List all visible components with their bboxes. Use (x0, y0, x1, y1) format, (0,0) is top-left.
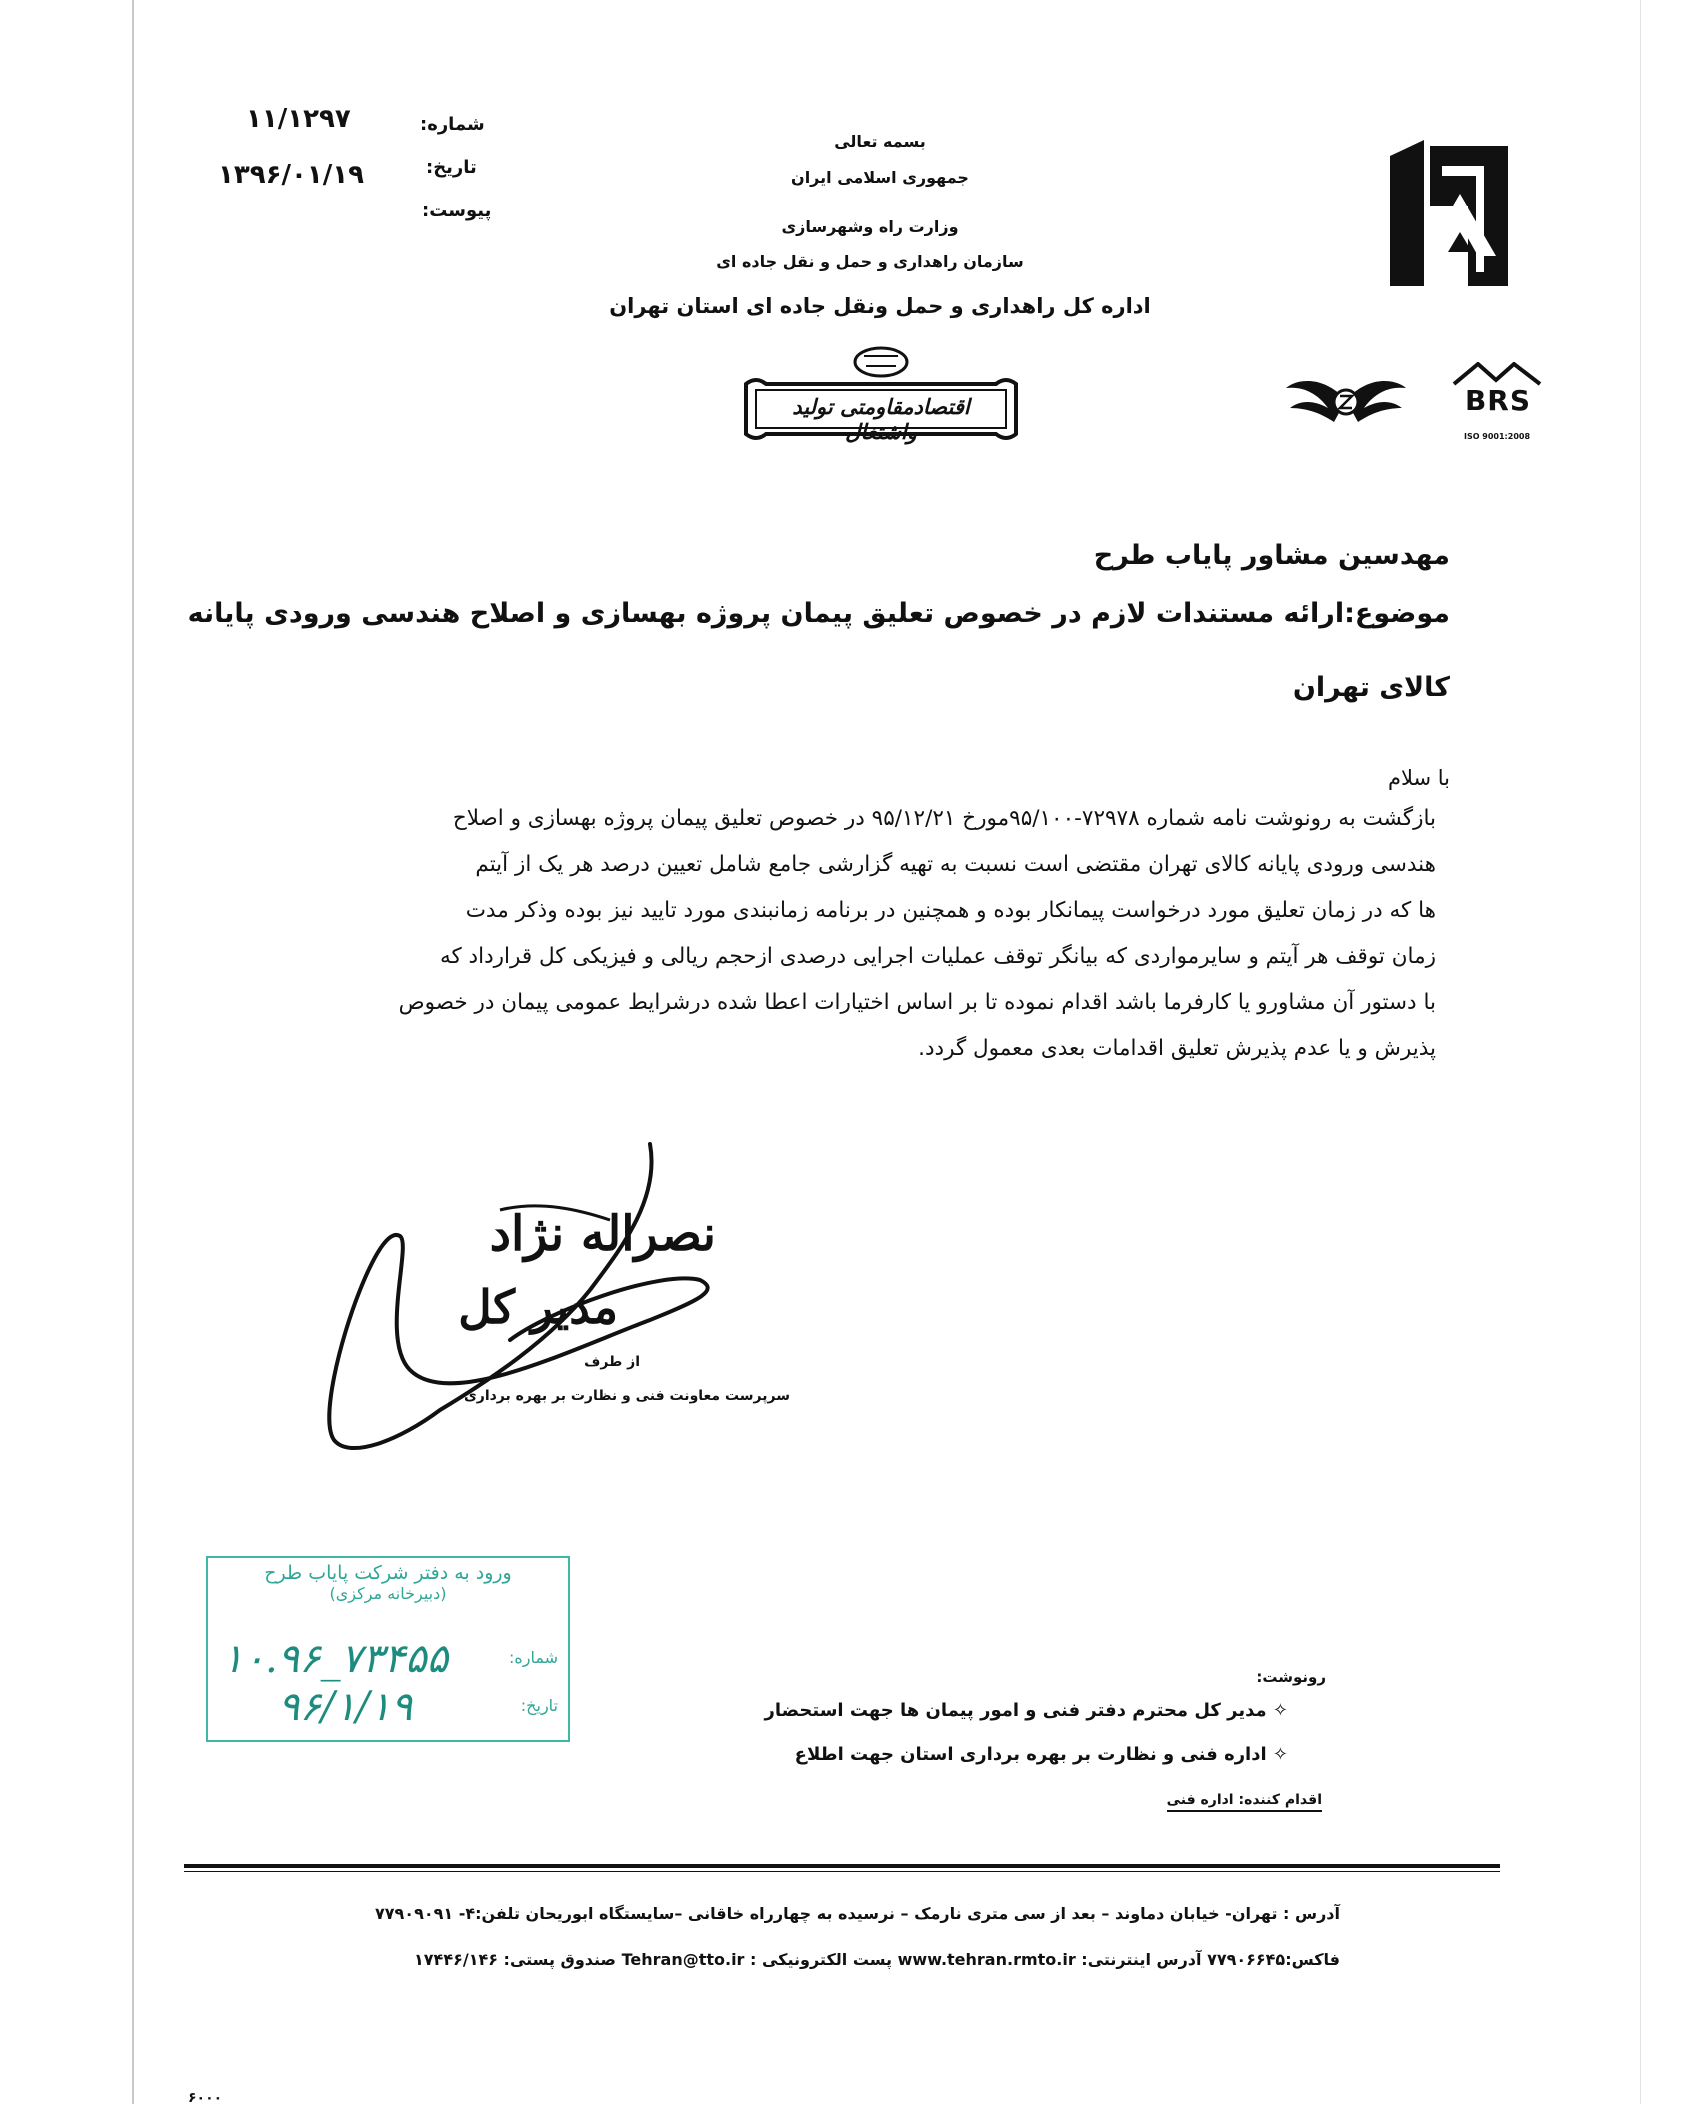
cc-title: رونوشت: (1256, 1668, 1326, 1686)
greeting: با سلام (1387, 766, 1450, 790)
deputy-title: سرپرست معاونت فنی و نظارت بر بهره برداری (463, 1388, 790, 1404)
cc-bullet-icon: ✧ (1266, 1700, 1288, 1721)
body-line: پذیرش و یا عدم پذیرش تعلیق اقدامات بعدی معمول گردد. (918, 1036, 1436, 1061)
body-line: بازگشت به رونوشت نامه شماره ۷۲۹۷۸-۹۵/۱۰۰مورخ ۹۵/۱۲/۲۱ در خصوص تعلیق پیمان پروژه بهسازی و اصلاح (452, 806, 1436, 831)
wings-emblem (1284, 368, 1408, 430)
organization-name: سازمان راهداری و حمل و نقل جاده ای (716, 252, 1024, 271)
footer-contact: فاکس:۷۷۹۰۶۶۴۵ آدرس اینترنتی: www.tehran.rmto.ir پست الکترونیکی : Tehran@tto.ir صندوق پستی: ۱۷۴۴۶/۱۴۶ (414, 1950, 1340, 1969)
stamp-subtitle: (دبیرخانه مرکزی) (329, 1584, 447, 1603)
winged-emblem-icon (1284, 368, 1408, 430)
stamp-title: ورود به دفتر شرکت پایاب طرح (264, 1562, 512, 1584)
footer-divider-thin (184, 1871, 1500, 1872)
letter-body (330, 796, 1436, 1072)
footer-divider (184, 1864, 1500, 1868)
ministry-name: وزارت راه وشهرسازی (781, 217, 959, 236)
cc-item: ✧ مدیر کل محترم دفتر فنی و امور پیمان ها جهت استحضار (764, 1700, 1288, 1721)
iso-logo (1452, 362, 1542, 446)
slogan-emblem (726, 336, 1036, 454)
signer-name: نصراله نژاد (489, 1206, 716, 1262)
iso-logo-text: BRS (1464, 384, 1532, 417)
ministry-logo (1384, 136, 1514, 290)
signer-title: مدیر کل (458, 1280, 618, 1334)
iso-caption: ISO 9001:2008 (1463, 432, 1531, 441)
subject-line-2: کالای تهران (1292, 672, 1450, 703)
page-code: ۶۰۰۰ (188, 2090, 223, 2106)
on-behalf: از طرف (584, 1354, 640, 1370)
receipt-stamp (206, 1556, 570, 1742)
slogan-text: اقتصادمقاومتی تولید واشتغال (792, 394, 970, 444)
stamp-number-label: شماره: (508, 1648, 558, 1667)
body-line: هندسی ورودی پایانه کالای تهران مقتضی است نسبت به تهیه گزارشی جامع شامل تعیین درصد هر یک از آیتم (475, 852, 1436, 877)
number-label: شماره: (420, 114, 485, 135)
footer-address: آدرس : تهران- خیابان دماوند – بعد از سی متری نارمک – نرسیده به چهارراه خاقانی –سایستگاه ابوریحان تلفن:۴- ۷۷۹۰۹۰۹۱ (375, 1904, 1340, 1923)
number-value: ۱۱/۱۲۹۷ (246, 104, 351, 134)
body-line: ها که در زمان تعلیق مورد درخواست پیمانکار بوده و همچنین در برنامه زمانبندی مورد تایید نیز بوده وذکر مدت (465, 898, 1436, 923)
date-value: ۱۳۹۶/۰۱/۱۹ (218, 160, 364, 190)
stamp-number-value: ۱۰.۹۶_۷۳۴۵۵ (222, 1636, 449, 1682)
cc-bullet-icon: ✧ (1266, 1744, 1288, 1765)
basmala: بسمه تعالی (834, 132, 926, 151)
cc-item: ✧ اداره فنی و نظارت بر بهره برداری استان جهت اطلاع (794, 1744, 1288, 1765)
country-name: جمهوری اسلامی ایران (791, 168, 969, 187)
attachment-label: پیوست: (422, 200, 492, 221)
stamp-date-label: تاریخ: (520, 1696, 558, 1715)
body-line: زمان توقف هر آیتم و سایرمواردی که بیانگر توقف عملیات اجرایی درصدی ازحجم ریالی و فیزیکی کل قرارداد که (439, 944, 1436, 969)
department-name: اداره کل راهداری و حمل ونقل جاده ای استان تهران (609, 294, 1151, 318)
stamp-date-value: ۹۶/۱/۱۹ (278, 1684, 413, 1730)
signature-block (320, 1140, 790, 1470)
action-note: اقدام کننده: اداره فنی (1167, 1792, 1322, 1812)
body-line: با دستور آن مشاورو یا کارفرما باشد اقدام نموده تا بر اساس اختیارات اعطا شده درشرایط عمومی پیمان در خصوص (398, 990, 1436, 1015)
road-ministry-logo-icon (1384, 136, 1514, 290)
date-label: تاریخ: (426, 157, 477, 178)
scan-edge-right (1640, 0, 1641, 2104)
scan-edge (132, 0, 134, 2104)
subject-line-1: موضوع:ارائه مستندات لازم در خصوص تعلیق پیمان پروژه بهسازی و اصلاح هندسی ورودی پایانه (187, 598, 1450, 629)
recipient: مهدسین مشاور پایاب طرح (1093, 540, 1450, 571)
